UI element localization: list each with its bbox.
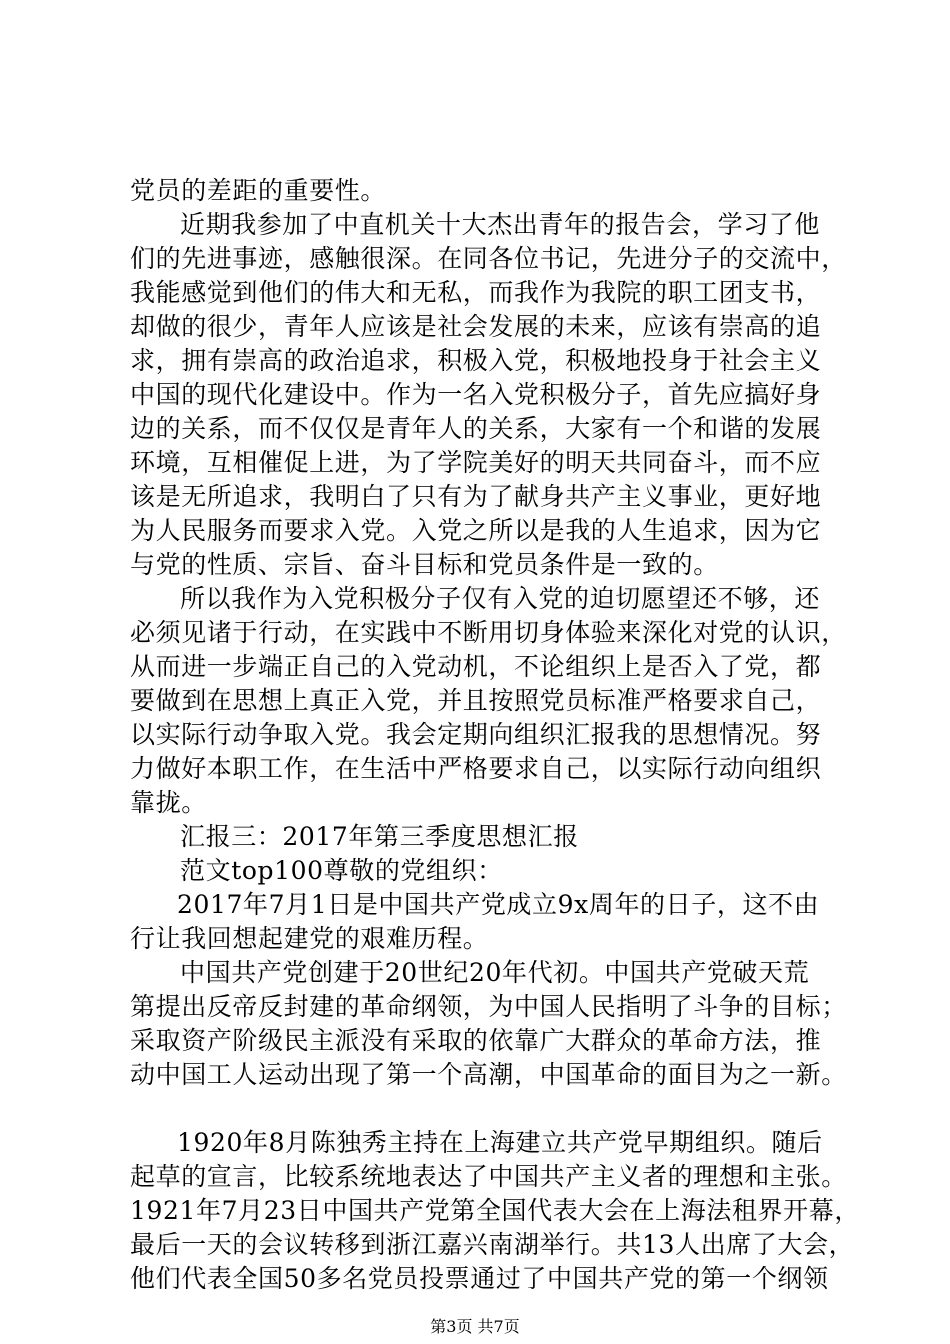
paragraph-first-line: 中国共产党创建于20世纪20年代初。中国共产党破天荒 (180, 958, 810, 987)
text-line: 起草的宣言，比较系统地表达了中国共产主义者的理想和主张。 (130, 1162, 847, 1191)
paragraph-first-line: 2017年7月1日是中国共产党成立9x周年的日子，这不由 (177, 890, 820, 919)
text-line: 党员的差距的重要性。 (130, 176, 387, 205)
text-line: 以实际行动争取入党。我会定期向组织汇报我的思想情况。努 (130, 720, 822, 749)
text-line: 力做好本职工作，在生活中严格要求自己，以实际行动向组织 (130, 754, 822, 783)
text-line: 1921年7月23日中国共产党第全国代表大会在上海法租界开幕， (130, 1196, 860, 1225)
text-line: 边的关系，而不仅仅是青年人的关系，大家有一个和谐的发展 (130, 414, 822, 443)
text-line: 采取资产阶级民主派没有采取的依靠广大群众的革命方法，推 (130, 1026, 822, 1055)
paragraph-first-line: 近期我参加了中直机关十大杰出青年的报告会，学习了他 (180, 210, 821, 239)
text-line: 靠拢。 (130, 788, 207, 817)
text-line: 从而进一步端正自己的入党动机，不论组织上是否入了党，都 (130, 652, 822, 681)
text-line: 行让我回想起建党的艰难历程。 (130, 924, 489, 953)
text-line: 第提出反帝反封建的革命纲领，为中国人民指明了斗争的目标； (130, 992, 847, 1021)
text-line: 求，拥有崇高的政治追求，积极入党，积极地投身于社会主义 (130, 346, 822, 375)
section-heading: 汇报三：2017年第三季度思想汇报 (180, 822, 579, 851)
text-line: 我能感觉到他们的伟大和无私，而我作为我院的职工团支书， (130, 278, 822, 307)
text-line: 环境，互相催促上进，为了学院美好的明天共同奋斗，而不应 (130, 448, 822, 477)
text-line: 与党的性质、宗旨、奋斗目标和党员条件是一致的。 (130, 550, 719, 579)
text-line: 他们代表全国50多名党员投票通过了中国共产党的第一个纲领 (130, 1264, 829, 1293)
text-line: 动中国工人运动出现了第一个高潮，中国革命的面目为之一新。 (130, 1060, 847, 1089)
salutation-line: 范文top100尊敬的党组织： (180, 856, 503, 885)
text-line: 该是无所追求，我明白了只有为了献身共产主义事业，更好地 (130, 482, 822, 511)
text-line: 却做的很少，青年人应该是社会发展的未来，应该有崇高的追 (130, 312, 822, 341)
text-line: 为人民服务而要求入党。入党之所以是我的人生追求，因为它 (130, 516, 822, 545)
text-line: 中国的现代化建设中。作为一名入党积极分子，首先应搞好身 (130, 380, 822, 409)
page-footer: 第3页 共7页 (430, 1317, 520, 1336)
text-line: 最后一天的会议转移到浙江嘉兴南湖举行。共13人出席了大会， (130, 1230, 855, 1259)
text-line: 必须见诸于行动，在实践中不断用切身体验来深化对党的认识， (130, 618, 847, 647)
paragraph-first-line: 所以我作为入党积极分子仅有入党的迫切愿望还不够，还 (180, 584, 821, 613)
paragraph-first-line: 1920年8月陈独秀主持在上海建立共产党早期组织。随后 (177, 1128, 823, 1157)
text-line: 们的先进事迹，感触很深。在同各位书记，先进分子的交流中， (130, 244, 847, 273)
text-line: 要做到在思想上真正入党，并且按照党员标准严格要求自己， (130, 686, 822, 715)
